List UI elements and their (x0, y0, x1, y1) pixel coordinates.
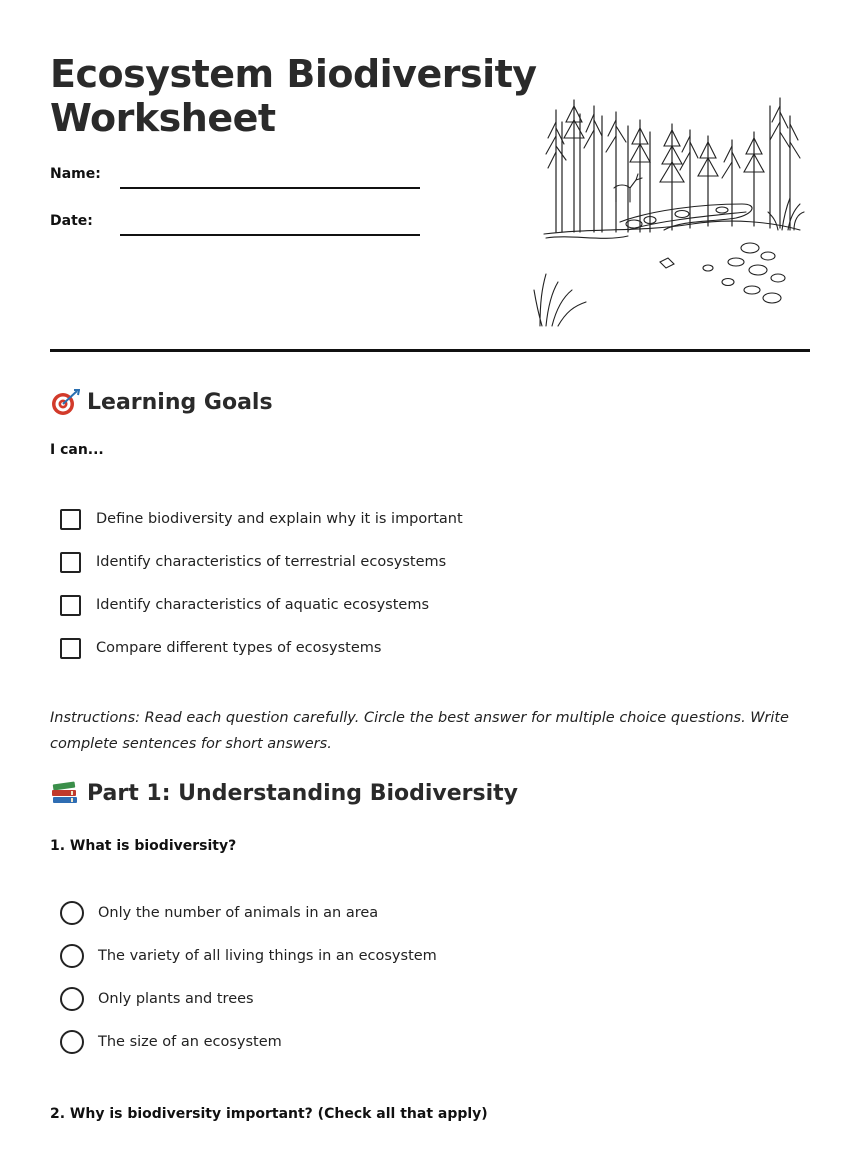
books-icon (50, 779, 80, 807)
radio-circle[interactable] (60, 1030, 84, 1054)
q1-option[interactable]: Only plants and trees (60, 986, 254, 1012)
forest-pond-illustration (532, 92, 812, 330)
checkbox[interactable] (60, 595, 81, 616)
part1-heading: Part 1: Understanding Biodiversity (50, 779, 518, 807)
worksheet-title: Ecosystem Biodiversity Worksheet (50, 52, 537, 140)
goal-checkbox-item[interactable]: Define biodiversity and explain why it is important (60, 506, 463, 532)
name-label: Name: (50, 166, 101, 182)
goal-checkbox-item[interactable]: Compare different types of ecosystems (60, 635, 381, 661)
question-2: 2. Why is biodiversity important? (Check all that apply) (50, 1106, 488, 1122)
target-icon (50, 388, 80, 416)
q1-option[interactable]: Only the number of animals in an area (60, 900, 378, 926)
q1-option[interactable]: The variety of all living things in an ecosystem (60, 943, 437, 969)
instructions-text: Instructions: Read each question carefully. Circle the best answer for multiple choice questions. Write complete sentences for short answers. (50, 710, 789, 752)
radio-circle[interactable] (60, 987, 84, 1011)
radio-circle[interactable] (60, 944, 84, 968)
checkbox[interactable] (60, 552, 81, 573)
header-divider (50, 349, 810, 352)
learning-goals-intro: I can... (50, 442, 104, 458)
checkbox[interactable] (60, 509, 81, 530)
checkbox[interactable] (60, 638, 81, 659)
radio-circle[interactable] (60, 901, 84, 925)
goal-checkbox-item[interactable]: Identify characteristics of terrestrial ecosystems (60, 549, 446, 575)
date-label: Date: (50, 213, 93, 229)
name-field[interactable] (120, 187, 420, 189)
goal-checkbox-item[interactable]: Identify characteristics of aquatic ecosystems (60, 592, 429, 618)
date-field[interactable] (120, 234, 420, 236)
learning-goals-heading: Learning Goals (50, 388, 273, 416)
question-1: 1. What is biodiversity? (50, 838, 237, 854)
q1-option[interactable]: The size of an ecosystem (60, 1029, 282, 1055)
